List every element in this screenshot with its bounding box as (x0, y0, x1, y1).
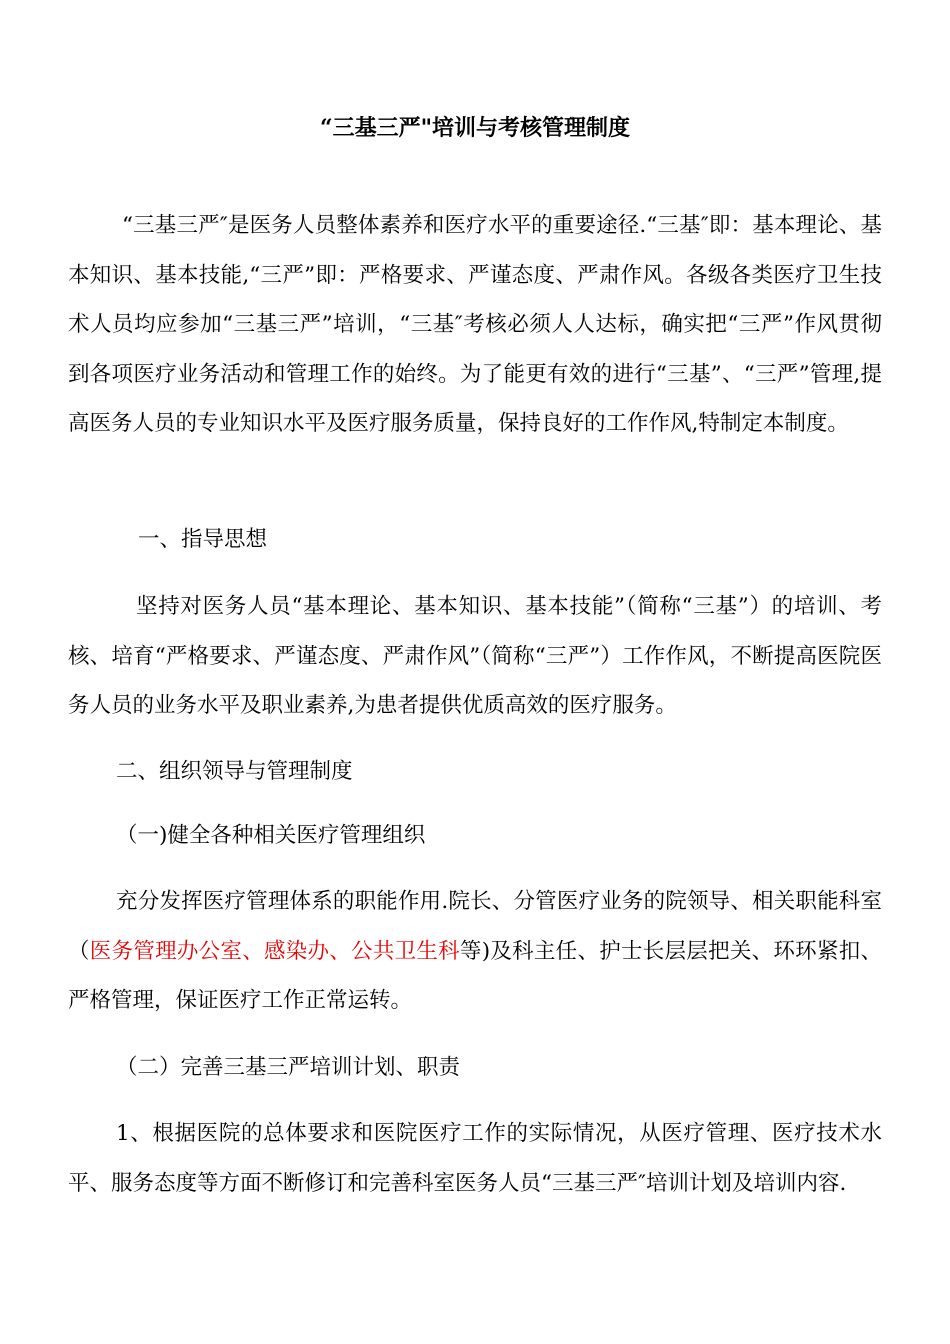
subsection1-heading: （一)健全各种相关医疗管理组织 (116, 823, 426, 848)
item1-paragraph: 1、根据医院的总体要求和医院医疗工作的实际情况，从医疗管理、医疗技术水平、服务态度等方面不断修订和完善科室医务人员“三基三严″培训计划及培训内容. (68, 1121, 882, 1196)
highlighted-departments: 医务管理办公室、感染办、公共卫生科 (89, 938, 460, 964)
section1-heading: 一、指导思想 (138, 527, 268, 552)
subsection2-heading: （二）完善三基三严培训计划、职责 (116, 1055, 461, 1080)
intro-paragraph: “三基三严″是医务人员整体素养和医疗水平的重要途径.“三基″即：基本理论、基本知识、基本技能,“三严”即：严格要求、严谨态度、严肃作风。各级各类医疗卫生技术人员均应参加“三基三严”培训，“三基″考核必须人人达标，确实把“三严”作风贯彻到各项医疗业务活动和管理工作的始终。为了能更有效的进行“三基”、“三严”管理,提高医务人员的专业知识水平及医疗服务质量，保持良好的工作作风,特制定本制度。 (68, 213, 882, 436)
subsection1-paragraph (68, 877, 882, 1026)
section2-heading: 二、组织领导与管理制度 (116, 759, 353, 784)
subsection1-text-end: 等)及科主任、护士长层层把关、环环紧扣、严格管理，保证医疗工作正常运转。 (68, 938, 882, 1013)
document-title: “三基三严"培训与考核管理制度 (319, 115, 631, 141)
subsection1-text-start: 充分发挥医疗管理体系的职能作用.院长、分管医疗业务的院领导、相关职能科室（ (68, 889, 882, 964)
section1-paragraph: 坚持对医务人员“基本理论、基本知识、基本技能”（简称“三基”）的培训、考核、培育“严格要求、严谨态度、严肃作风”（简称“三严”）工作作风，不断提高医院医务人员的业务水平及职业素养,为患者提供优质高效的医疗服务。 (68, 594, 882, 718)
